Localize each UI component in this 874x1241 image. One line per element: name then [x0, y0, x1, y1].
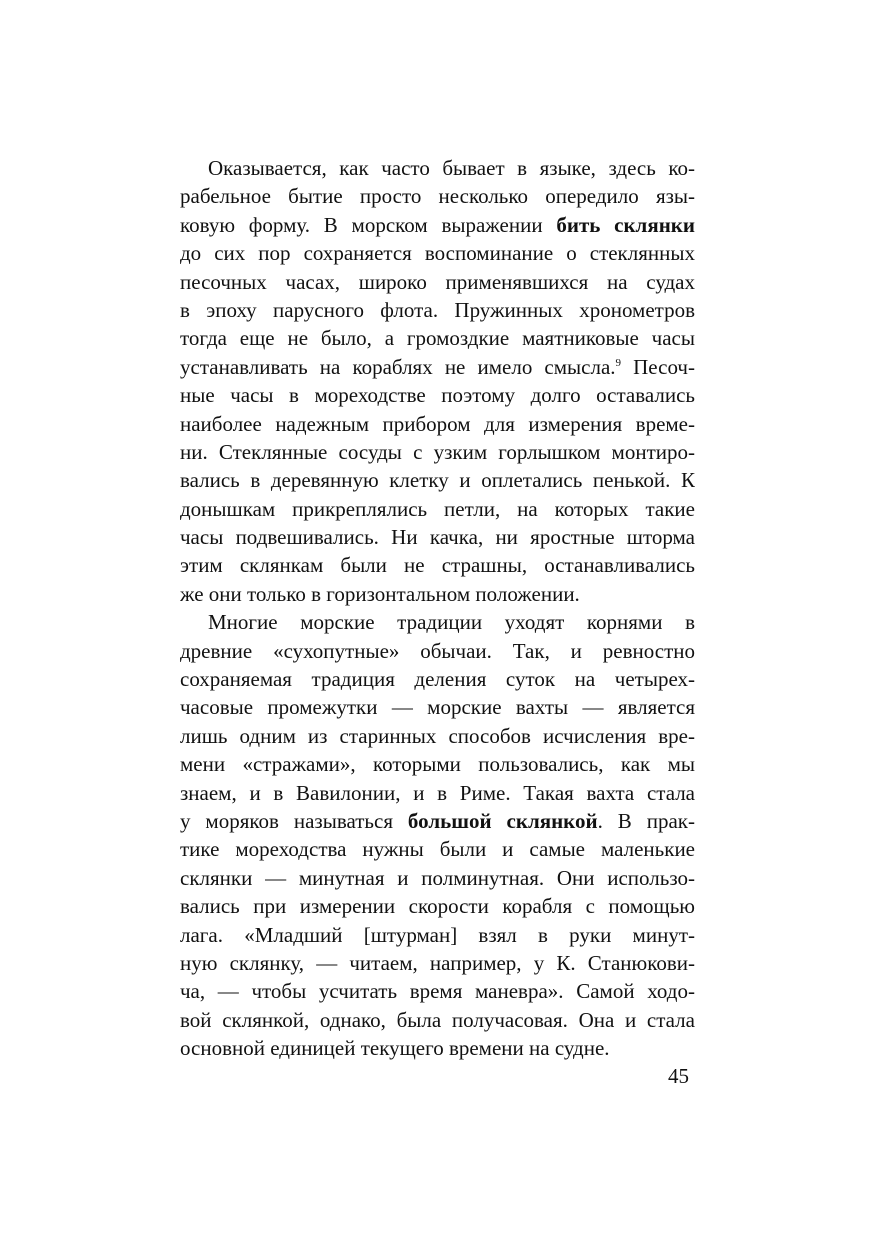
text-line	[180, 580, 695, 608]
text-line	[180, 750, 695, 778]
text-segment: вались в деревянную клетку и оплетались пенькой. К	[180, 468, 695, 493]
text-segment: лишь одним из старинных способов исчисления вре-	[180, 723, 695, 748]
text-segment: вались при измерении скорости корабля с помощью	[180, 894, 695, 919]
text-line	[180, 807, 695, 835]
text-line	[180, 438, 695, 466]
text-line	[180, 495, 695, 523]
text-segment: у моряков называться	[180, 808, 408, 833]
text-line	[180, 779, 695, 807]
text-line	[180, 324, 695, 352]
text-segment: Оказывается, как часто бывает в языке, здесь ко-	[208, 156, 695, 180]
text-segment: этим склянкам были не страшны, останавливались	[180, 553, 695, 578]
text-line	[180, 353, 695, 381]
text-segment: наиболее надежным прибором для измерения време-	[180, 411, 695, 436]
text-segment: в эпоху парусного флота. Пружинных хронометров	[180, 297, 695, 322]
bold-term: бить склянки	[556, 212, 695, 237]
text-segment: вой склянкой, однако, была получасовая. Она и стала	[180, 1007, 695, 1032]
text-line	[180, 892, 695, 920]
text-segment: часовые промежутки — морские вахты — является	[180, 695, 695, 720]
text-line	[180, 381, 695, 409]
page-number: 45	[668, 1064, 689, 1088]
text-segment: тике мореходства нужны были и самые маленькие	[180, 837, 695, 862]
text-line	[180, 551, 695, 579]
text-segment: ную склянку, — читаем, например, у К. Станюкови-	[180, 950, 695, 975]
text-line	[180, 949, 695, 977]
text-line	[180, 1006, 695, 1034]
text-segment: Песоч-	[621, 354, 695, 379]
text-segment: древние «сухопутные» обычаи. Так, и ревностно	[180, 638, 695, 663]
text-segment: ни. Стеклянные сосуды с узким горлышком монтиро-	[180, 439, 695, 464]
text-line	[180, 665, 695, 693]
text-segment: ковую форму. В морском выражении	[180, 212, 557, 237]
footnote-marker: 9	[615, 356, 622, 369]
text-line	[180, 608, 695, 636]
text-line	[180, 466, 695, 494]
text-line	[180, 523, 695, 551]
text-segment: мени «стражами», которыми пользовались, как мы	[180, 752, 695, 777]
text-segment: же они только в горизонтальном положении.	[180, 581, 580, 606]
text-segment: основной единицей текущего времени на судне.	[180, 1036, 610, 1061]
text-segment: до сих пор сохраняется воспоминание о стеклянных	[180, 241, 695, 266]
text-line	[180, 182, 695, 210]
bold-term: большой склянкой	[407, 808, 598, 833]
text-line	[180, 693, 695, 721]
text-segment: тогда еще не было, а громоздкие маятниковые часы	[180, 326, 695, 351]
text-segment: ча, — чтобы усчитать время маневра». Самой ходо-	[180, 979, 695, 1004]
text-segment: устанавливать на кораблях не имело смысла.	[180, 354, 616, 379]
text-line	[180, 722, 695, 750]
text-line	[180, 410, 695, 438]
text-segment: знаем, и в Вавилонии, и в Риме. Такая вахта стала	[180, 780, 695, 805]
text-segment: часы подвешивались. Ни качка, ни яростные шторма	[180, 525, 695, 550]
text-line	[180, 977, 695, 1005]
text-segment: ные часы в мореходстве поэтому долго оставались	[180, 383, 695, 408]
text-line	[180, 239, 695, 267]
text-line	[180, 211, 695, 239]
text-line	[180, 154, 695, 182]
body-text	[180, 154, 695, 1063]
text-segment: склянки — минутная и полминутная. Они использо-	[180, 865, 695, 890]
paragraph	[180, 154, 695, 608]
paragraph	[180, 608, 695, 1062]
text-line	[180, 921, 695, 949]
text-segment: . В прак-	[597, 808, 695, 833]
text-line	[180, 835, 695, 863]
text-segment: рабельное бытие просто несколько опередило язы-	[180, 184, 695, 209]
text-segment: лага. «Младший [штурман] взял в руки минут-	[180, 922, 695, 947]
text-line	[180, 1034, 695, 1062]
text-segment: Многие морские традиции уходят корнями в	[208, 610, 695, 635]
text-line	[180, 864, 695, 892]
text-segment: песочных часах, широко применявшихся на судах	[180, 269, 695, 294]
text-line	[180, 296, 695, 324]
text-line	[180, 268, 695, 296]
text-segment: донышкам прикреплялись петли, на которых такие	[180, 496, 695, 521]
text-segment: сохраняемая традиция деления суток на четырех-	[180, 667, 695, 692]
text-line	[180, 637, 695, 665]
